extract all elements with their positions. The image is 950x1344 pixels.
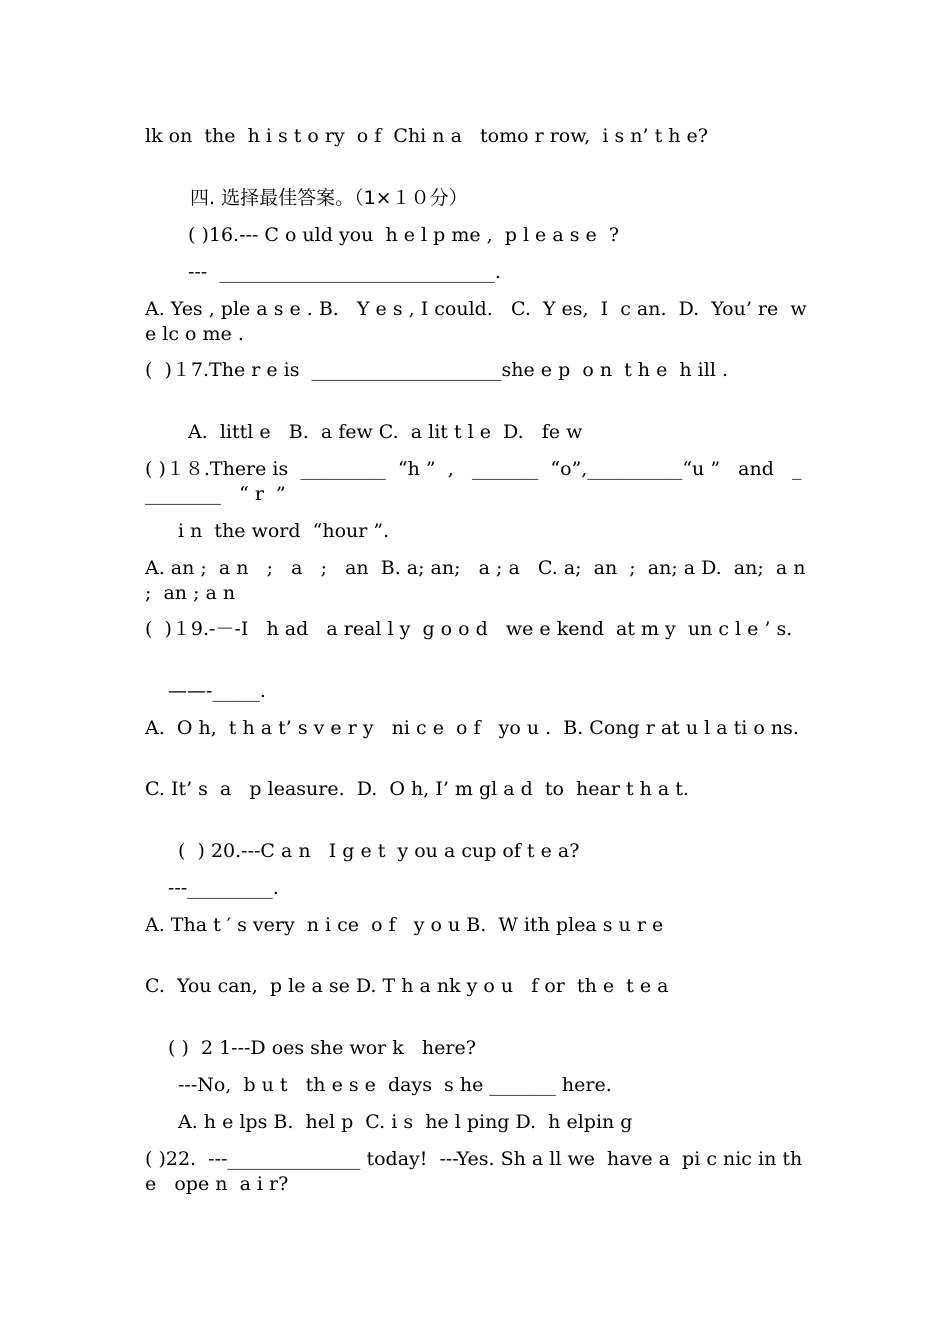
question-18: ( )１８.There is _________ “h ” , _______ “o”,__________“u ” and _________ “ r ” xyxy=(145,458,802,505)
question-20: ( ) 20.---C a n I g e t y ou a cup of t e a? xyxy=(178,840,580,862)
options-16: A. Yes , ple a s e . B. Y e s , I could. C. Y es, I c an. D. You’ re w e lc o me . xyxy=(145,298,813,345)
answer-line-21: ---No, b u t th e s e days s he _______ here. xyxy=(178,1074,612,1096)
answer-line-20: ---_________. xyxy=(168,877,279,899)
answer-line-19: ——-_____. xyxy=(168,680,266,702)
options-20-ab: A. Tha t ′ s very n i ce o f y o u B. W ith plea s u r e xyxy=(145,914,664,936)
options-21: A. h e lps B. hel p C. i s he l ping D. h elpin g xyxy=(178,1111,633,1133)
question-16: ( )16.--- C o uld you h e l p me , p l e a s e ? xyxy=(188,224,620,246)
question-21: ( ) 2 1---D oes she wor k here? xyxy=(168,1037,476,1059)
options-20-cd: C. You can, p le a se D. T h a nk y o u f or th e t e a xyxy=(145,975,669,997)
options-18: A. an ; a n ; a ; an B. a; an; a ; a C. a; an ; an; a D. an; a n ; an ; a n xyxy=(145,557,818,604)
options-17: A. littl e B. a few C. a lit t l e D. fe w xyxy=(188,421,583,443)
options-19-cd: C. It’ s a p leasure. D. O h, I’ m gl a d to hear t h a t. xyxy=(145,778,689,800)
text-line: lk on the h i s t o ry o f Chi n a tomo r row, i s n’ t h e? xyxy=(145,125,708,147)
section-heading: 四. 选择最佳答案。（1×１０分） xyxy=(190,187,468,209)
options-19-ab: A. O h, t h a t’ s v e r y ni c e o f yo u . B. Cong r at u l a ti o ns. xyxy=(145,717,799,739)
answer-line-16: --- _____________________________. xyxy=(188,261,501,283)
question-19: ( )１9.-－-I h ad a real l y g o o d we e kend at m y un c l e ’ s. xyxy=(145,618,793,640)
question-22: ( )22. ---______________ today! ---Yes. Sh a ll we have a pi c nic in th e ope n a i r? xyxy=(145,1148,809,1195)
question-17: ( )１7.The r e is ____________________she e p o n t h e h ill . xyxy=(145,359,728,381)
question-18-cont: i n the word “hour ”. xyxy=(178,520,390,542)
